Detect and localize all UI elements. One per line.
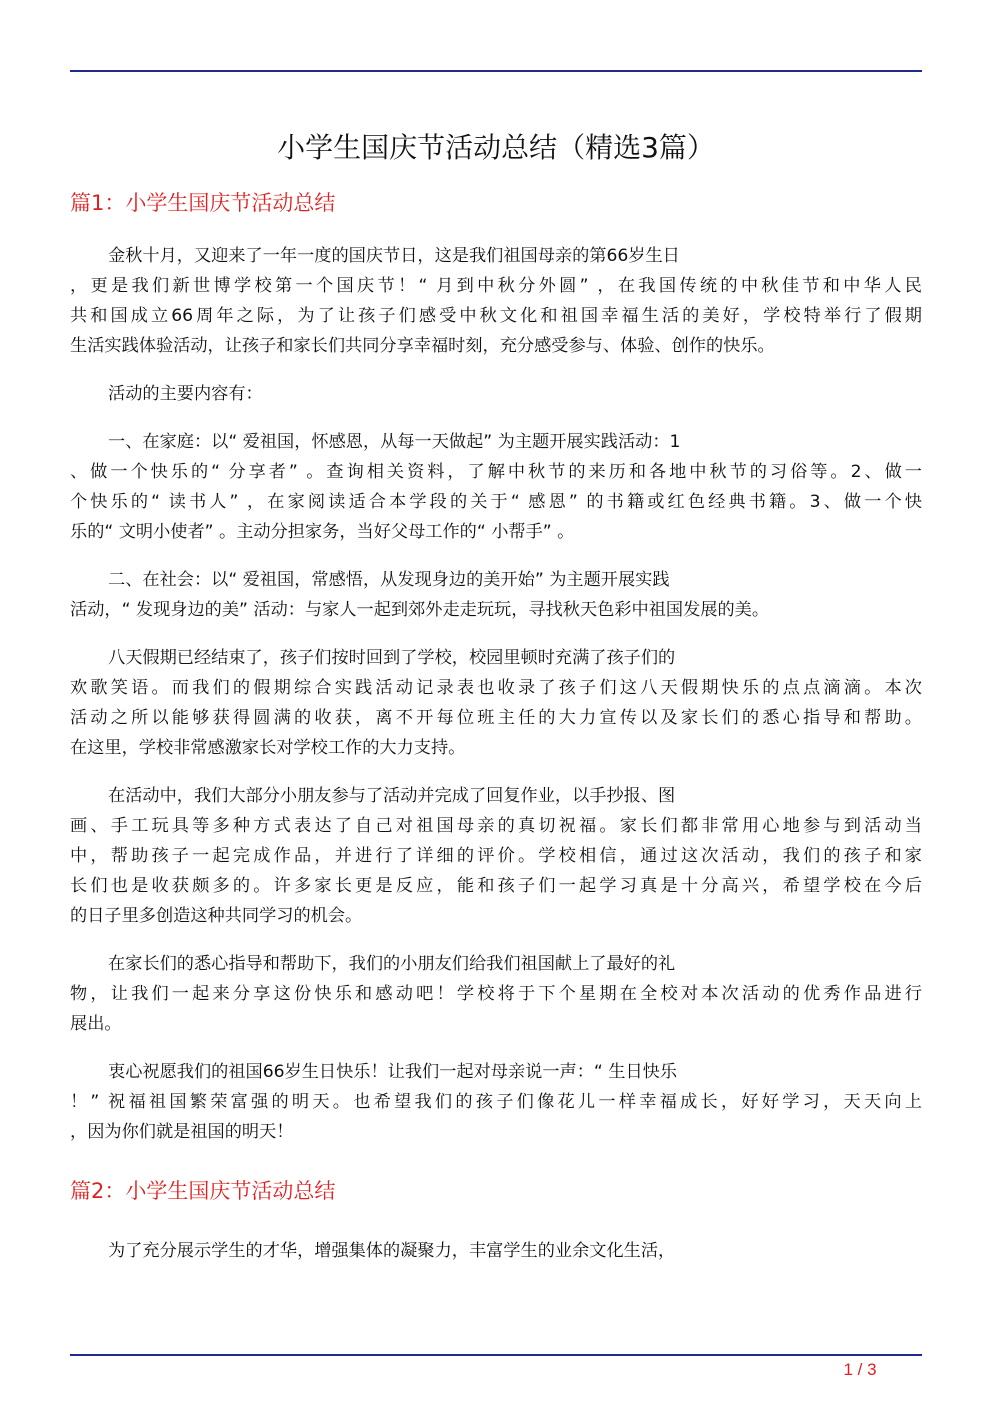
text-line: 为了充分展示学生的才华，增强集体的凝聚力，丰富学生的业余文化生活， xyxy=(108,1241,676,1261)
paragraph xyxy=(70,379,922,409)
paragraph xyxy=(70,1057,922,1147)
text-line: 物，让我们一起来分享这份快乐和感动吧！学校将于下个星期在全校对本次活动的优秀作品进行 xyxy=(70,984,922,1004)
text-line: 画、手工玩具等多种方式表达了自己对祖国母亲的真切祝福。家长们都非常用心地参与到活动当 xyxy=(70,816,922,836)
text-line: 中，帮助孩子一起完成作品，并进行了详细的评价。学校相信，通过这次活动，我们的孩子和家 xyxy=(70,846,922,866)
footer-rule xyxy=(70,1354,922,1356)
section-body-2 xyxy=(70,1236,922,1284)
text-line: 生活实践体验活动，让孩子和家长们共同分享幸福时刻，充分感受参与、体验、创作的快乐。 xyxy=(70,336,775,356)
section-heading-1: 篇1：小学生国庆节活动总结 xyxy=(70,191,336,215)
text-line: 在这里，学校非常感激家长对学校工作的大力支持。 xyxy=(70,738,466,758)
section-heading-2: 篇2：小学生国庆节活动总结 xyxy=(70,1179,336,1203)
text-line: 活动之所以能够获得圆满的收获，离不开每位班主任的大力宣传以及家长们的悉心指导和帮助。 xyxy=(70,708,922,728)
text-line: 八天假期已经结束了，孩子们按时回到了学校，校园里顿时充满了孩子们的 xyxy=(108,648,676,668)
paragraph xyxy=(70,565,922,625)
text-line: 长们也是收获颇多的。许多家长更是反应，能和孩子们一起学习真是十分高兴，希望学校在今后 xyxy=(70,876,922,896)
page-number: 1 / 3 xyxy=(843,1360,877,1379)
section-body-1 xyxy=(70,241,922,1165)
paragraph xyxy=(70,427,922,547)
text-line: 欢歌笑语。而我们的假期综合实践活动记录表也收录了孩子们这八天假期快乐的点点滴滴。本次 xyxy=(70,678,922,698)
text-line: 在活动中，我们大部分小朋友参与了活动并完成了回复作业，以手抄报、图 xyxy=(108,786,676,806)
text-line: 共和国成立66周年之际，为了让孩子们感受中秋文化和祖国幸福生活的美好，学校特举行了假期 xyxy=(70,306,922,326)
paragraph xyxy=(70,781,922,931)
text-line: 衷心祝愿我们的祖国66岁生日快乐！让我们一起对母亲说一声：“ 生日快乐 xyxy=(108,1062,678,1082)
paragraph xyxy=(70,1236,922,1266)
paragraph xyxy=(70,949,922,1039)
text-line: 一、在家庭：以“ 爱祖国，怀感恩，从每一天做起” 为主题开展实践活动：1 xyxy=(108,432,681,452)
paragraph xyxy=(70,241,922,361)
text-line: ，因为你们就是祖国的明天！ xyxy=(70,1122,294,1142)
text-line: 个快乐的“ 读书人” ，在家阅读适合本学段的关于“ 感恩” 的书籍或红色经典书籍。3、做一个快 xyxy=(70,492,922,512)
text-line: 乐的“ 文明小使者” 。主动分担家务，当好父母工作的“ 小帮手” 。 xyxy=(70,522,575,542)
text-line: 在家长们的悉心指导和帮助下，我们的小朋友们给我们祖国献上了最好的礼 xyxy=(108,954,676,974)
paragraph xyxy=(70,643,922,763)
text-line: 二、在社会：以“ 爱祖国，常感悟，从发现身边的美开始” 为主题开展实践 xyxy=(108,570,670,590)
text-line: 的日子里多创造这种共同学习的机会。 xyxy=(70,906,363,926)
text-line: ，更是我们新世博学校第一个国庆节！“ 月到中秋分外圆” ，在我国传统的中秋佳节和中华人民 xyxy=(70,276,922,296)
text-line: 展出。 xyxy=(70,1014,122,1034)
text-line: 金秋十月，又迎来了一年一度的国庆节日，这是我们祖国母亲的第66岁生日 xyxy=(108,246,680,266)
document-title: 小学生国庆节活动总结（精选3篇） xyxy=(277,131,715,164)
text-line: 活动，“ 发现身边的美” 活动：与家人一起到郊外走走玩玩，寻找秋天色彩中祖国发展的美。 xyxy=(70,600,770,620)
text-line: 、做一个快乐的“ 分享者” 。查询相关资料，了解中秋节的来历和各地中秋节的习俗等。2、做一 xyxy=(70,462,922,482)
text-line: 活动的主要内容有： xyxy=(108,384,263,404)
header-rule xyxy=(70,70,922,72)
text-line: ！” 祝福祖国繁荣富强的明天。也希望我们的孩子们像花儿一样幸福成长，好好学习，天天向上 xyxy=(70,1092,922,1112)
